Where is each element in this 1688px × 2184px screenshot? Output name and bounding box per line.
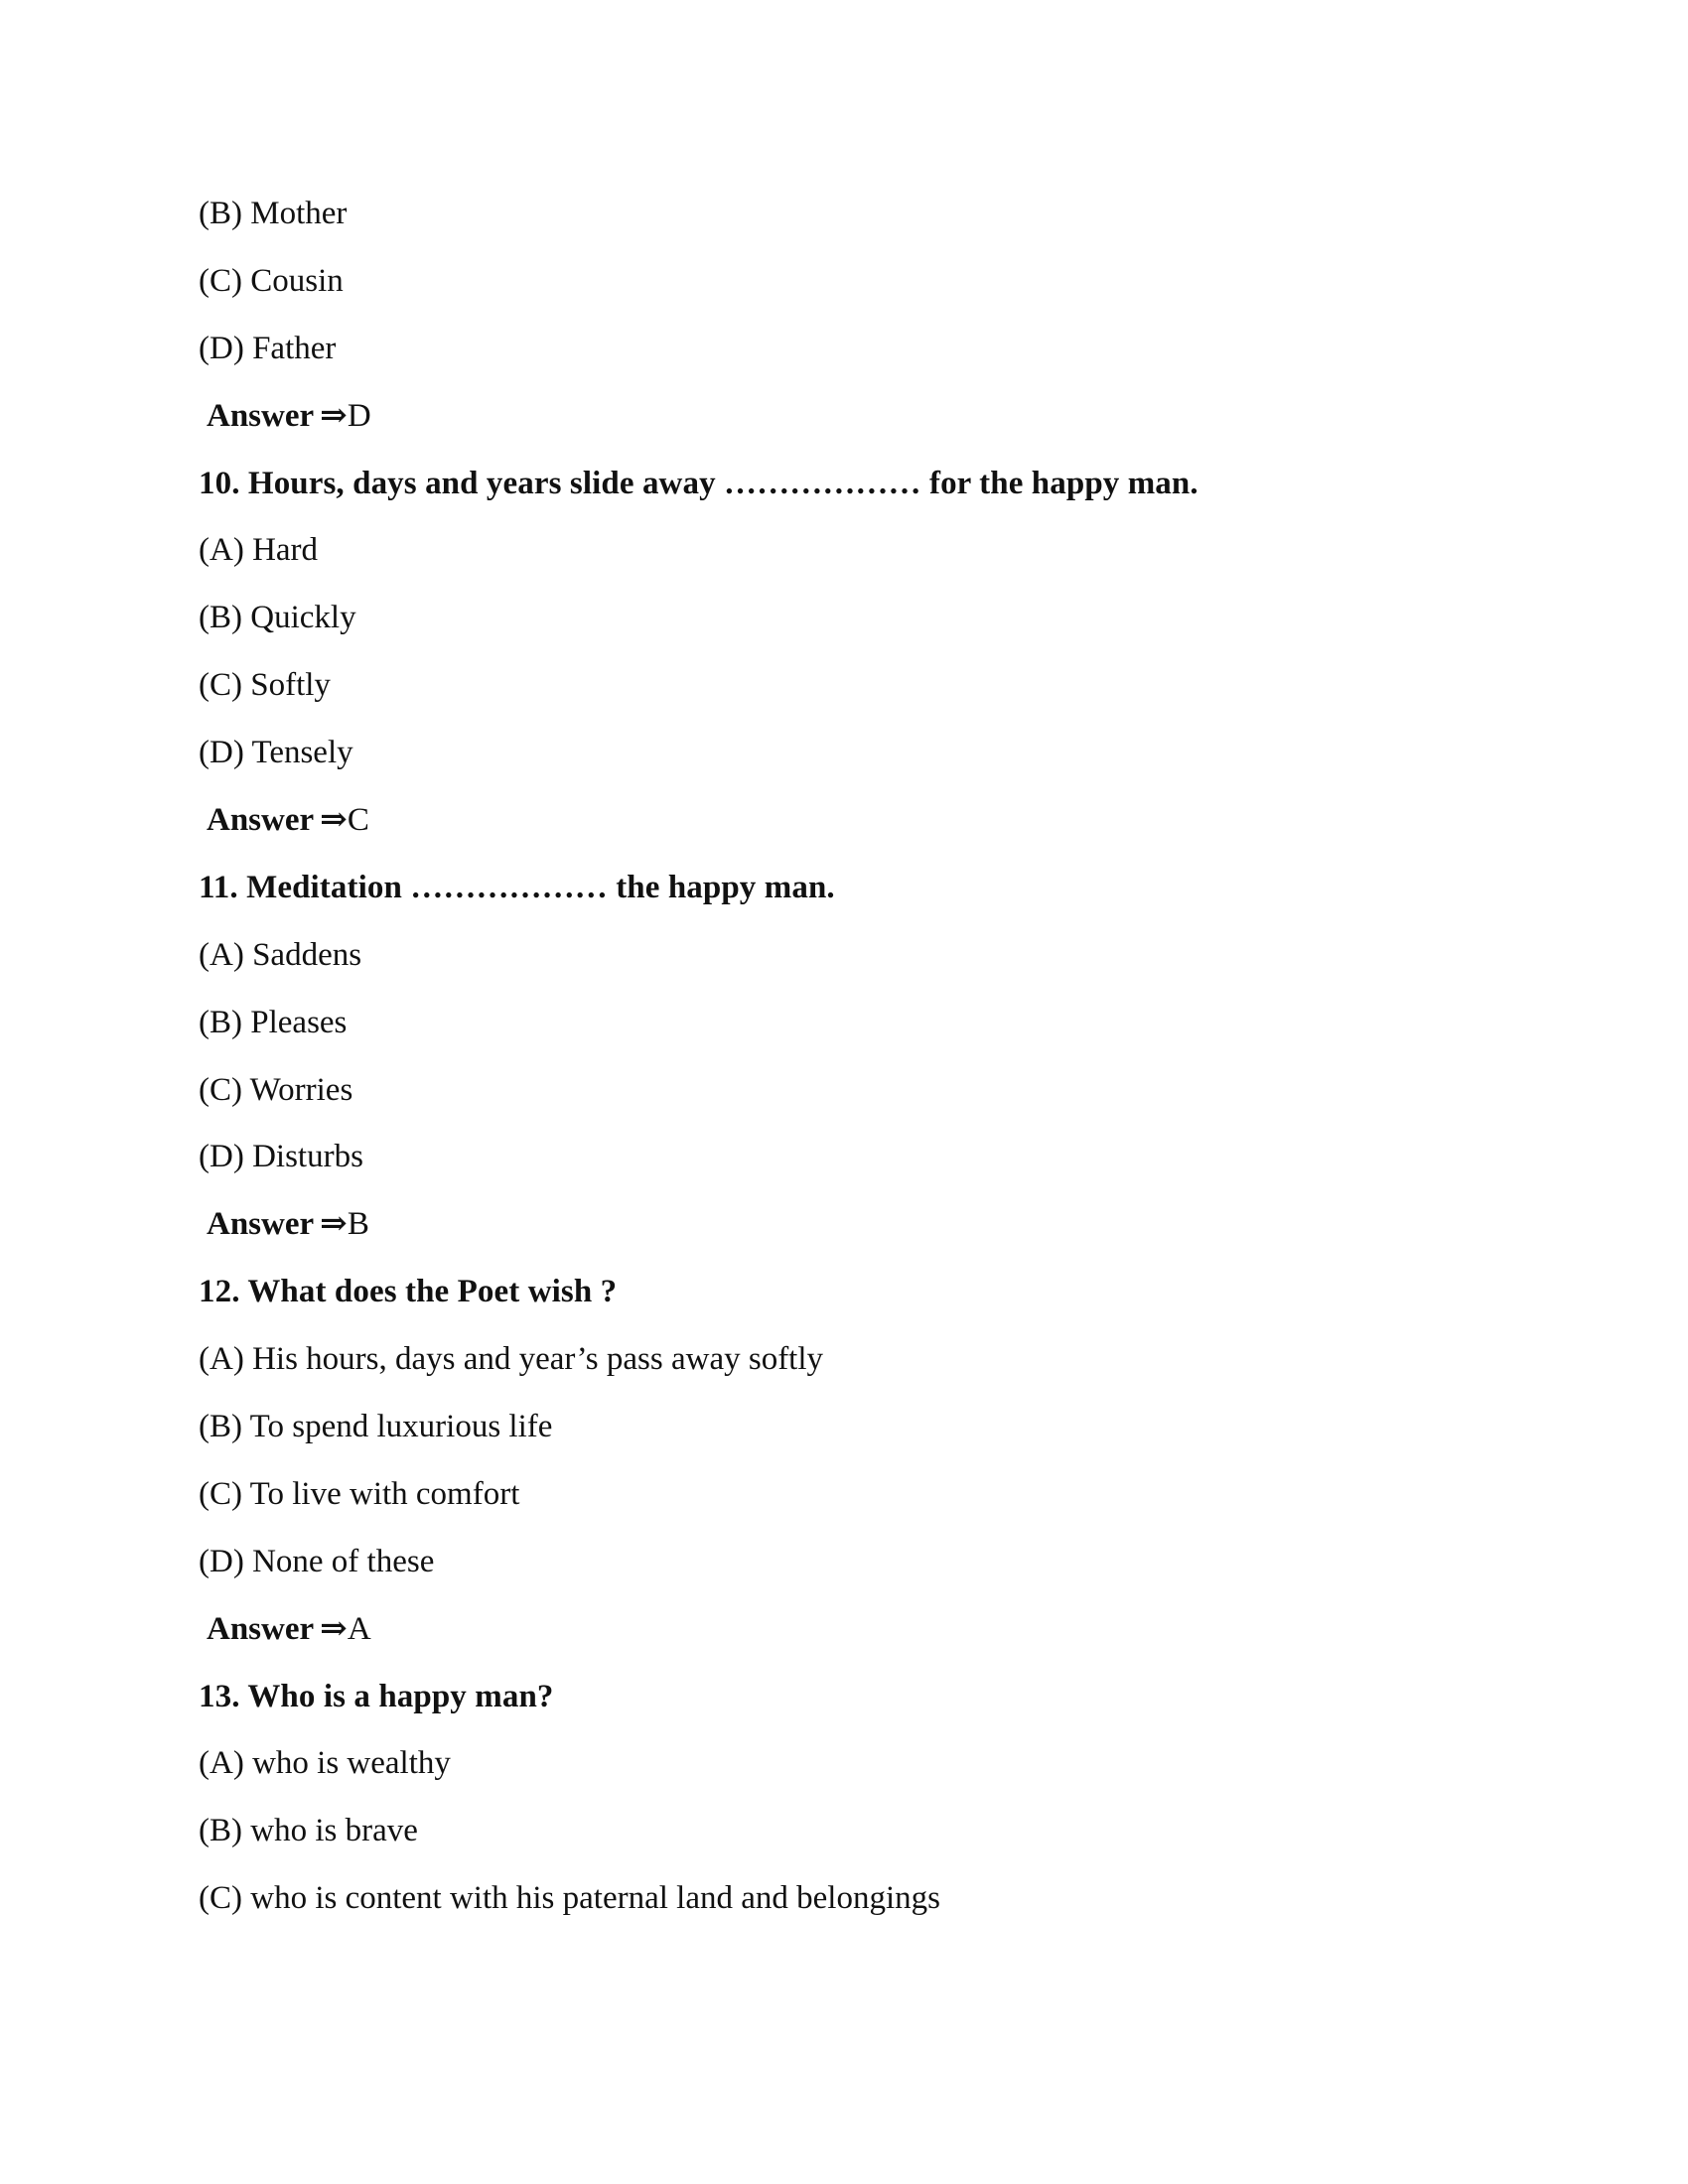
option-item <box>199 1326 1489 1394</box>
option-text: Softly <box>250 667 331 704</box>
answer-label: Answer <box>207 802 315 839</box>
option-letter: (C) <box>199 667 242 704</box>
option-letter: (A) <box>199 936 244 973</box>
option-letter: (A) <box>199 1341 244 1378</box>
answer-value: B <box>347 1206 369 1243</box>
double-arrow-icon: ⇒ <box>320 1610 348 1647</box>
option-item <box>199 1865 1489 1933</box>
option-text: Father <box>252 330 337 366</box>
option-letter: (B) <box>199 1813 242 1849</box>
option-text: Worries <box>249 1071 353 1108</box>
option-letter: (A) <box>199 532 244 569</box>
answer-value: C <box>347 802 369 839</box>
option-letter: (D) <box>199 1543 244 1579</box>
answer-line <box>199 383 1489 451</box>
option-text: Pleases <box>250 1004 348 1040</box>
option-letter: (B) <box>199 196 242 231</box>
answer-line <box>199 1596 1489 1664</box>
option-text: who is wealthy <box>252 1745 451 1782</box>
option-text: Tensely <box>251 735 353 771</box>
option-item <box>199 517 1489 585</box>
option-letter: (C) <box>199 1880 242 1917</box>
question-text: Meditation ……………… the happy man. <box>246 869 835 905</box>
option-item <box>199 248 1489 316</box>
option-letter: (C) <box>199 262 242 299</box>
answer-value: A <box>347 1610 371 1647</box>
double-arrow-icon: ⇒ <box>320 397 348 434</box>
option-letter: (D) <box>199 1139 244 1175</box>
answer-label: Answer <box>207 397 315 434</box>
question-number: 11. <box>199 869 238 905</box>
answer-label: Answer <box>207 1206 315 1243</box>
option-letter: (B) <box>199 1409 242 1445</box>
question-heading <box>199 451 1489 518</box>
option-text: His hours, days and year’s pass away softly <box>252 1341 824 1378</box>
question-number: 13. <box>199 1678 240 1714</box>
question-number: 10. <box>199 465 240 501</box>
option-item <box>199 990 1489 1057</box>
option-text: Disturbs <box>252 1139 363 1175</box>
option-item <box>199 585 1489 652</box>
question-text: Who is a happy man? <box>247 1678 554 1714</box>
option-text: Cousin <box>250 262 344 299</box>
question-text: Hours, days and years slide away ……………… for the happy man. <box>247 465 1198 501</box>
option-text: Hard <box>252 532 319 569</box>
answer-line <box>199 1191 1489 1259</box>
option-item <box>199 1730 1489 1798</box>
question-heading <box>199 855 1489 922</box>
option-item <box>199 181 1489 248</box>
option-item <box>199 316 1489 383</box>
option-item <box>199 1529 1489 1596</box>
option-item <box>199 1124 1489 1191</box>
option-item <box>199 720 1489 787</box>
option-text: To live with comfort <box>249 1475 520 1512</box>
answer-line <box>199 787 1489 855</box>
option-text: who is brave <box>250 1813 418 1849</box>
option-item <box>199 652 1489 720</box>
question-heading <box>199 1259 1489 1326</box>
option-item <box>199 1798 1489 1865</box>
option-item <box>199 1057 1489 1125</box>
document-page <box>199 181 1489 1933</box>
option-text: None of these <box>252 1543 435 1579</box>
option-letter: (C) <box>199 1071 242 1108</box>
option-letter: (D) <box>199 735 244 771</box>
option-text: Mother <box>250 196 348 231</box>
option-letter: (A) <box>199 1745 244 1782</box>
option-text: Quickly <box>250 600 356 636</box>
option-letter: (B) <box>199 600 242 636</box>
question-heading <box>199 1664 1489 1731</box>
double-arrow-icon: ⇒ <box>320 1206 348 1243</box>
option-text: who is content with his paternal land and belongings <box>250 1880 940 1917</box>
option-item <box>199 1461 1489 1529</box>
question-number: 12. <box>199 1274 240 1310</box>
option-text: Saddens <box>252 936 362 973</box>
answer-value: D <box>347 397 371 434</box>
option-letter: (D) <box>199 330 244 366</box>
option-text: To spend luxurious life <box>249 1409 553 1445</box>
double-arrow-icon: ⇒ <box>320 802 348 839</box>
question-text: What does the Poet wish ? <box>247 1274 618 1310</box>
option-item <box>199 1394 1489 1461</box>
option-letter: (C) <box>199 1475 242 1512</box>
option-item <box>199 922 1489 990</box>
option-letter: (B) <box>199 1004 242 1040</box>
answer-label: Answer <box>207 1610 315 1647</box>
